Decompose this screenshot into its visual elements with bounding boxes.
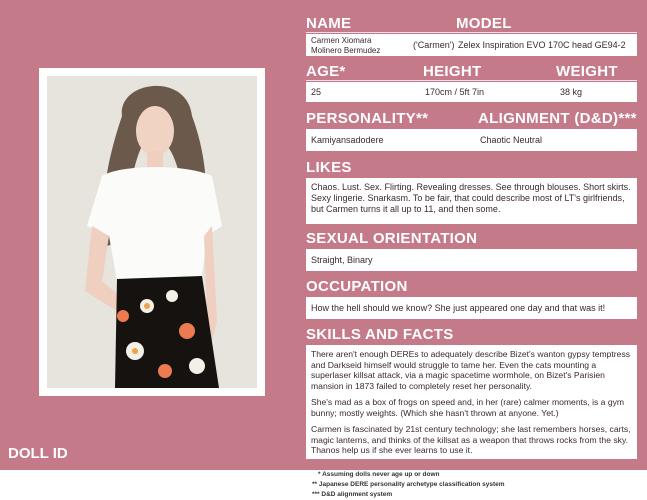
orientation-value: Straight, Binary <box>311 255 373 265</box>
name-heading: NAME <box>306 15 352 32</box>
weight-heading: WEIGHT <box>556 63 618 80</box>
stats-box <box>306 82 637 102</box>
skills-box <box>306 345 637 459</box>
model-value: Zelex Inspiration EVO 170C head GE94-2 <box>458 40 626 50</box>
name-value <box>311 36 380 56</box>
skills-paragraph: Carmen is fascinated by 21st century technology; she last remembers horses, carts, magic lanterns, and thinks of the killsat as a weapon that throws rocks from the sky. Thanos help us if she ever learns to use it. <box>311 424 631 455</box>
name-line-2: Molinero Bermudez <box>311 46 381 55</box>
orientation-heading: SEXUAL ORIENTATION <box>306 230 478 247</box>
skills-paragraph: She's mad as a box of frogs on speed and, in her (rare) calmer moments, is a gym bunny; mostly weights. (Which she hasn't thrown at anyone. Yet.) <box>311 397 625 418</box>
height-heading: HEIGHT <box>423 63 482 80</box>
alignment-heading: ALIGNMENT (D&D)*** <box>478 110 637 127</box>
occupation-value: How the hell should we know? She just appeared one day and that was it! <box>311 303 606 313</box>
model-heading: MODEL <box>456 15 512 32</box>
divider <box>306 80 637 81</box>
skills-heading: SKILLS AND FACTS <box>306 326 454 343</box>
personality-heading: PERSONALITY** <box>306 110 429 127</box>
orientation-box <box>306 249 637 271</box>
age-value: 25 <box>311 87 322 97</box>
height-value: 170cm / 5ft 7in <box>425 87 485 97</box>
personality-value: Kamiyansadodere <box>311 135 384 145</box>
divider <box>306 32 637 33</box>
weight-value: 38 kg <box>560 87 583 97</box>
occupation-box <box>306 297 637 319</box>
likes-heading: LIKES <box>306 159 352 176</box>
footnote-alignment: *** D&D alignment system <box>312 491 393 498</box>
occupation-heading: OCCUPATION <box>306 278 408 295</box>
personality-box <box>306 129 637 151</box>
footnote-age: * Assuming dolls never age up or down <box>318 471 440 478</box>
footnote-personality: ** Japanese DERE personality archetype classification system <box>312 481 505 488</box>
likes-value: Chaos. Lust. Sex. Flirting. Revealing dresses. See through blouses. Short skirts. Sexy lingerie. Snarkasm. To be fair, that could describe most of LT's girlfriends, but Carmen turns it all up to 11, and then some. <box>311 182 631 214</box>
skills-paragraph: There aren't enough DEREs to adequately describe Bizet's wanton gypsy temptress and Darkseid himself would struggle to tame her. Even the cats mounting a superlaser killsat attack, via a magic spacetime wormhole, on Bizet's Parisien mansion in 1873 failed to completely reset her personality. <box>311 349 631 391</box>
name-model-box <box>306 34 637 56</box>
likes-box <box>306 178 637 224</box>
nickname-value: ('Carmen') <box>413 40 455 50</box>
doll-photo <box>47 76 257 388</box>
alignment-value: Chaotic Neutral <box>480 135 543 145</box>
name-line-1: Carmen Xiomara <box>311 36 372 45</box>
doll-id-label: DOLL ID <box>8 445 68 462</box>
age-heading: AGE* <box>306 63 346 80</box>
doll-photo-illustration <box>47 76 257 388</box>
